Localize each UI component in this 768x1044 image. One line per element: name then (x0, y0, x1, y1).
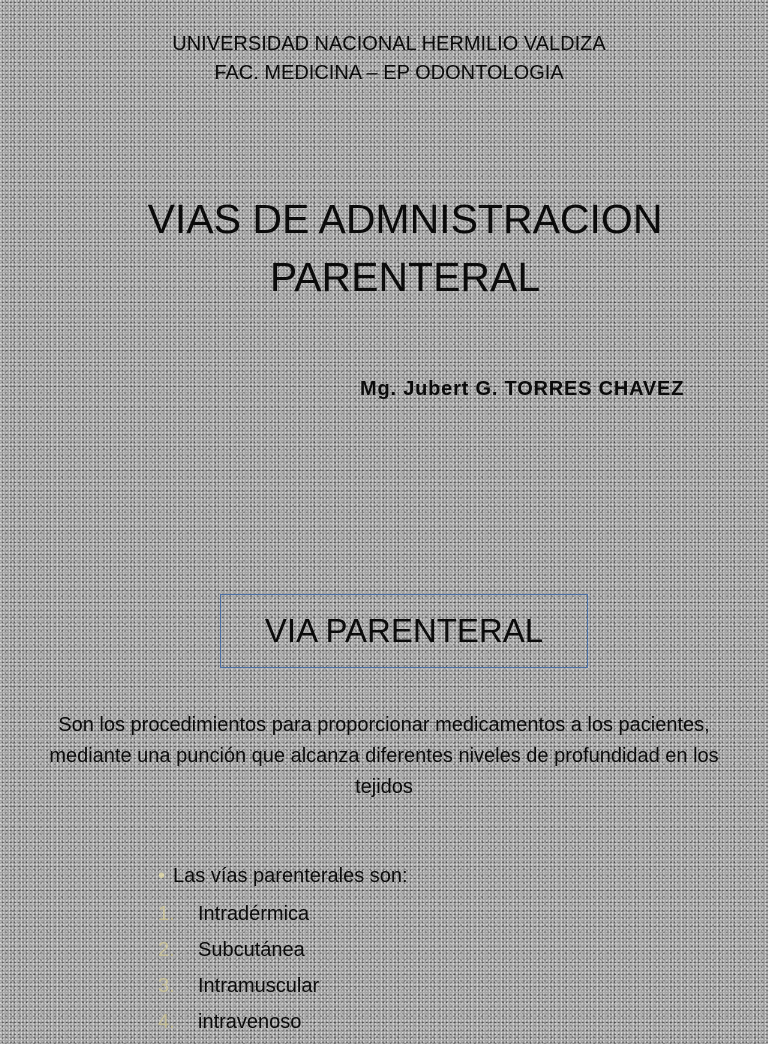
institution-header (0, 30, 768, 88)
section-title-box (220, 594, 588, 668)
list-item-label: intravenoso (198, 1011, 302, 1033)
presentation-title (60, 190, 750, 306)
list-item (158, 1008, 319, 1044)
list-item-number: 4. (158, 1011, 175, 1033)
content-slide (0, 512, 768, 1033)
section-title: VIA PARENTERAL (264, 612, 544, 649)
title-slide (0, 0, 768, 512)
list-item-label: Intramuscular (198, 975, 320, 997)
list-item-label: Intradérmica (198, 903, 310, 925)
list-intro-text: Las vías parenterales son: (173, 865, 408, 887)
university-name: UNIVERSIDAD NACIONAL HERMILIO VALDIZA (172, 33, 606, 55)
list-item-number: 1. (158, 903, 175, 925)
faculty-name: FAC. MEDICINA – EP ODONTOLOGIA (214, 62, 564, 84)
list-item (158, 936, 319, 972)
title-line-1: VIAS DE ADMNISTRACION (147, 196, 663, 242)
list-intro (158, 865, 408, 888)
bullet-icon: • (158, 865, 166, 887)
definition-paragraph: Son los procedimientos para proporcionar medicamentos a los pacientes, mediante una punción que alcanza diferentes niveles de profundidad en los tejidos (49, 714, 719, 798)
routes-list (158, 900, 319, 1044)
list-item (158, 972, 319, 1008)
list-item-label: Subcutánea (198, 939, 305, 961)
author-name: Mg. Jubert G. TORRES CHAVEZ (360, 378, 685, 400)
list-item (158, 900, 319, 936)
list-item-number: 3. (158, 975, 175, 997)
list-item-number: 2. (158, 939, 175, 961)
title-line-2: PARENTERAL (269, 254, 541, 300)
